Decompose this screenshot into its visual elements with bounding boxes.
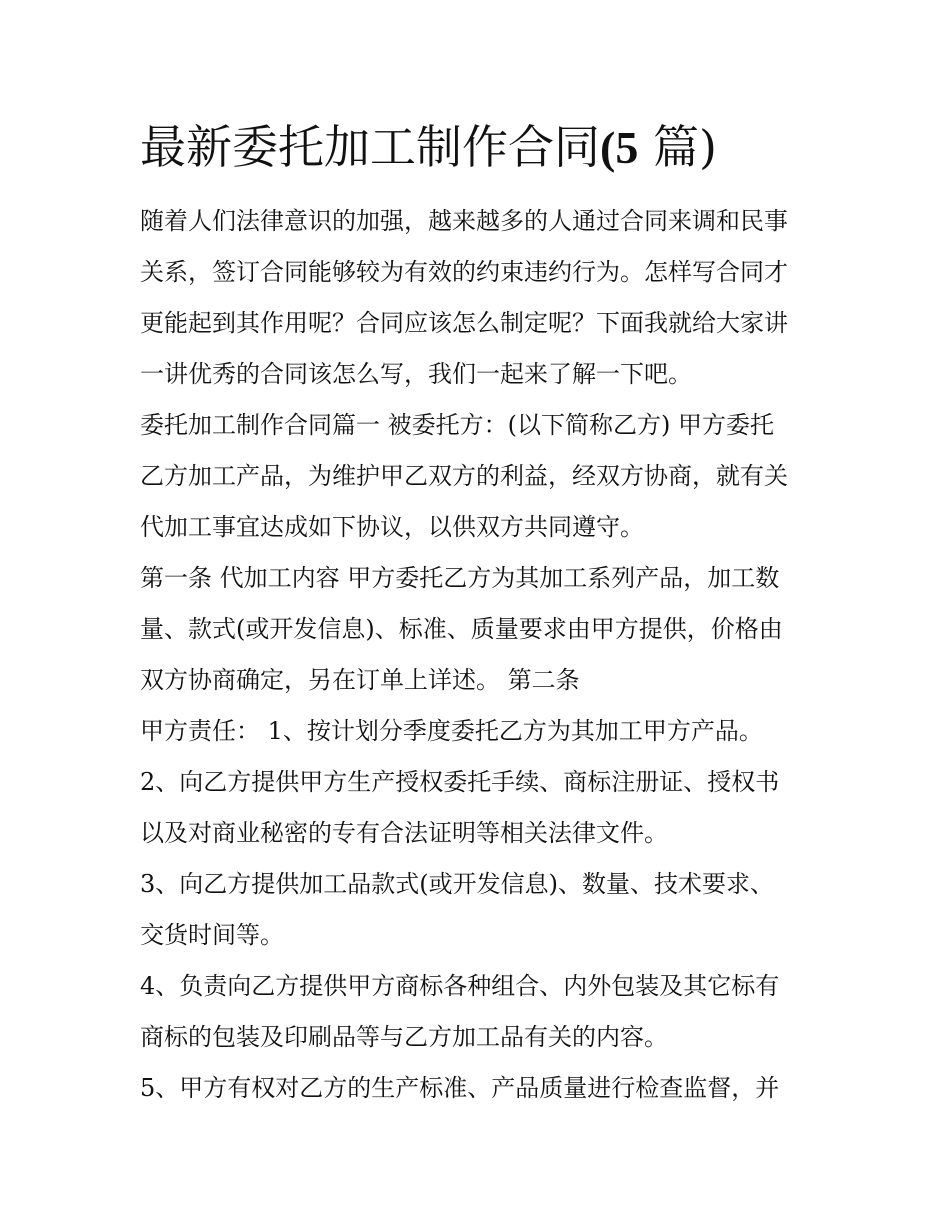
document-title	[140, 116, 840, 179]
text-line: 第一条 代加工内容 甲方委托乙方为其加工系列产品，加工数	[140, 564, 780, 592]
title-text: 最新委托加工制作合同	[140, 120, 600, 174]
text-line: 以及对商业秘密的专有合法证明等相关法律文件。	[140, 819, 668, 847]
text-line: 双方协商确定，另在订单上详述。 第二条	[140, 666, 580, 694]
text-line: 商标的包装及印刷品等与乙方加工品有关的内容。	[140, 1023, 668, 1051]
text-line: 2、向乙方提供甲方生产授权委托手续、商标注册证、授权书	[140, 768, 780, 796]
text-line: 随着人们法律意识的加强，越来越多的人通过合同来调和民事	[140, 207, 788, 235]
text-line: 更能起到其作用呢？合同应该怎么制定呢？下面我就给大家讲	[140, 309, 788, 337]
text-line: 交货时间等。	[140, 921, 284, 949]
text-line: 一讲优秀的合同该怎么写，我们一起来了解一下吧。	[140, 360, 692, 388]
text-line: 4、负责向乙方提供甲方商标各种组合、内外包装及其它标有	[140, 972, 780, 1000]
title-suffix: 篇)	[638, 120, 717, 174]
text-line: 关系，签订合同能够较为有效的约束违约行为。怎样写合同才	[140, 258, 788, 286]
text-line: 甲方责任： 1、按计划分季度委托乙方为其加工甲方产品。	[140, 717, 763, 745]
text-line: 3、向乙方提供加工品款式(或开发信息)、数量、技术要求、	[140, 870, 774, 898]
title-count: 5	[615, 122, 639, 173]
title-paren-open: (	[600, 122, 616, 173]
document-body	[140, 196, 820, 1114]
text-line: 乙方加工产品，为维护甲乙双方的利益，经双方协商，就有关	[140, 462, 788, 490]
text-line: 代加工事宜达成如下协议，以供双方共同遵守。	[140, 513, 644, 541]
text-line: 量、款式(或开发信息)、标准、质量要求由甲方提供，价格由	[140, 615, 783, 643]
text-line: 委托加工制作合同篇一 被委托方：(以下简称乙方) 甲方委托	[140, 411, 774, 439]
text-line: 5、甲方有权对乙方的生产标准、产品质量进行检查监督，并	[140, 1074, 780, 1102]
